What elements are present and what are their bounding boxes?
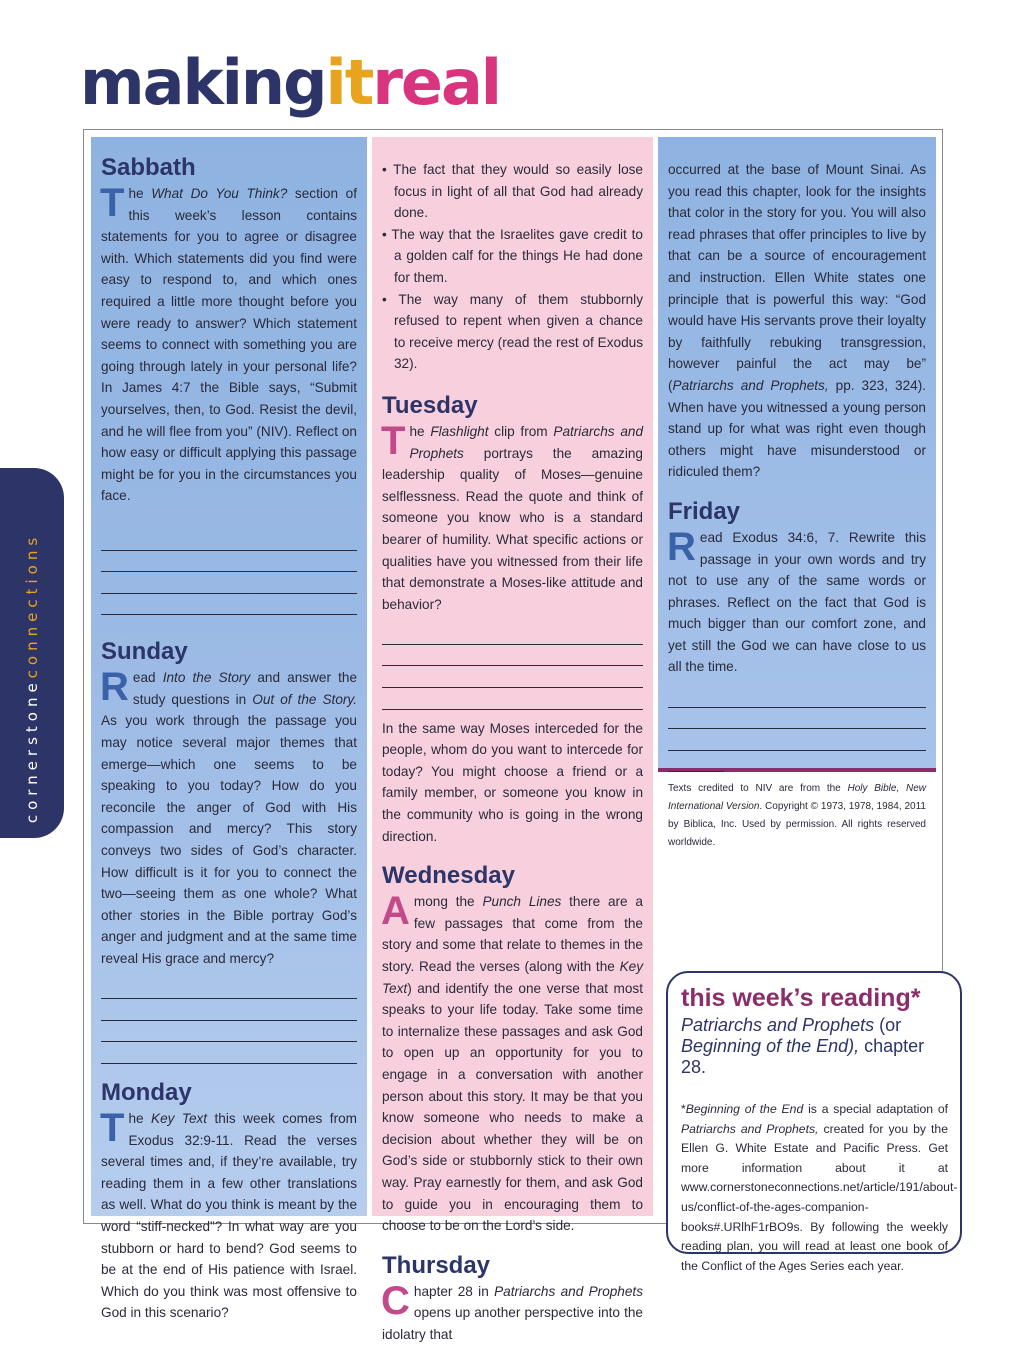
side-brand-part2: connections [23,532,41,679]
reading-subtitle [681,1015,948,1078]
friday-answer-line-short[interactable] [668,751,724,773]
friday-answer-line[interactable] [668,708,926,730]
sunday-heading: Sunday [101,638,188,666]
sabbath-answer-line[interactable] [101,551,357,573]
credit-text-c: . Copyright © 1973, 1978, 1984, 2011 by Biblica, Inc. Used by permission. All rights reserved worldwide. [668,801,926,849]
masthead-making: making [80,46,326,119]
column-left [91,137,367,1321]
tuesday-text-a: he [409,423,431,439]
reading-note-c: is a special adaptation of [803,1102,948,1116]
tuesday-paragraph [381,418,644,615]
side-brand-part1: cornerstone [23,678,41,824]
reading-note-e: created for you by the Ellen G. White Estate and Pacific Press. Get more information about it at www.cornerstoneconnections.net/article/191/about-us/conflict-of-the-ages-companion-books#.URlhF1rBO9s. By following the weekly reading plan, you will read at least one book of the Conflict of the Ages Series each year. [681,1121,958,1273]
sunday-drop-cap: R [100,665,129,710]
copyright-credit [668,780,926,852]
sabbath-drop-cap: T [100,181,125,225]
sabbath-paragraph [101,183,357,507]
wednesday-text-d: Key Text [382,959,643,996]
tuesday-drop-cap: T [381,418,406,463]
reading-note-b: Beginning of the End [685,1102,804,1116]
reading-note [681,1100,958,1276]
wednesday-drop-cap: A [381,889,410,934]
tuesday-text-c: clip from [488,423,554,439]
friday-answer-line[interactable] [668,729,926,751]
thursday-drop-cap: C [381,1278,410,1323]
page-number: 36 [18,1248,46,1272]
masthead-real: real [372,46,501,119]
sabbath-answer-line[interactable] [101,572,357,594]
thursday-text-c: opens up another perspective into the idolatry that [382,1305,643,1342]
side-tab [0,468,64,1272]
wednesday-heading: Wednesday [382,862,515,890]
credit-text-a: Texts credited to NIV are from the [668,783,848,795]
monday-heading: Monday [101,1078,192,1106]
masthead-it: it [325,46,373,119]
sunday-answer-line[interactable] [101,1042,357,1064]
friday-answer-line[interactable] [668,686,926,708]
reading-sub-b: (or [874,1015,902,1035]
side-brand [18,468,46,838]
tuesday-answer-line[interactable] [382,645,643,667]
sunday-text-e: As you work through the passage you may notice several major themes that emerge—which one seems to be speaking to you today? How do you reconcile the anger of God with His compassion and mercy? This story conveys two sides of God’s character. How difficult is it for you to connect the two—seeing them as one whole? What other stories in the Bible portray God’s anger and judgment and at the same time reveal His grace and mercy? [101,713,357,966]
sabbath-text-a: he [128,186,152,201]
sabbath-text-c: section of this week’s lesson contains statements for you to agree or disagree with. Which statements did you find were easy to respond to, and which ones required a little more thought before you were ready to answer? Which statement seems to connect with something you are going through lately in your personal life? In James 4:7 the Bible says, “Submit yourselves, then, to God. Resist the devil, and he will flee from you” (NIV). Reflect on how easy or difficult applying this passage might be for you in the circumstances you face. [101,186,357,504]
wednesday-text-a: mong the [413,894,483,910]
monday-text-b: Key Text [151,1110,208,1126]
monday-paragraph [100,1105,357,1324]
thursday-text-e: Patriarchs and Prophets, [672,377,829,393]
wednesday-text-e: ) and identify the one verse that most speaks to your life today. Take some time to internalize these passages and ask God to open up an opportunity for you to engage in a conversation with another person about this story. It may be that you know someone who needs to make a decision about whether they will be on God’s side or stubbornly stick to their own way. Pray earnestly for them, and ask God to guide you in encouraging them to choose to be on the Lord’s side. [382,980,643,1234]
sabbath-text-b: What Do You Think? [151,186,288,201]
sabbath-answer-line[interactable] [101,594,357,616]
thursday-text-d: occurred at the base of Mount Sinai. As you read this chapter, look for the insights that color in the story for you. You will also read phrases that offer principles to live by that can be a source of encouragement and instruction. Ellen White states one principle that is powerful this way: “God would have His servants prove their loyalty by faithfully rebuking transgression, however painful the act may be” ( [668,162,926,393]
reading-note-d: Patriarchs and Prophets, [681,1121,819,1136]
sunday-text-c: and answer the study questions in [132,670,358,707]
sunday-paragraph [101,667,357,969]
friday-text: ead Exodus 34:6, 7. Rewrite this passage in your own words and try not to use any of the same words or phrases. Reflect on the fact that God is much bigger than our comfort zone, and yet still the God we can have close to us all the time. [668,529,926,675]
reading-sub-a: Patriarchs and Prophets [681,1015,875,1035]
thursday-paragraph [381,1278,644,1346]
sunday-text-b: Into the Story [162,670,251,686]
column-middle [372,137,653,1342]
monday-text-c: this week comes from Exodus 32:9-11. Read the verses several times and, if they’re available, try reading them in a few other translations as well. What do you think is meant by the word “stiff-necked”? In what way are you stubborn or hard to bend? God seems to be at the end of His patience with Israel. Which do you think was most offensive to God in this scenario? [101,1110,357,1321]
reading-title: this week’s reading* [681,984,921,1012]
reading-note-a: * [681,1102,686,1116]
sunday-text-a: ead [132,670,163,686]
tuesday-text-b: Flashlight [430,423,489,439]
tuesday-answer-line[interactable] [382,623,643,645]
wednesday-paragraph [382,891,643,1237]
wednesday-text-b: Punch Lines [482,894,562,910]
wednesday-text-c: there are a few passages that come from the story and some that relate to themes in the story. Read the verses (along with the [382,894,643,974]
weekly-reading-box [666,971,962,1273]
column-right [658,137,936,849]
friday-paragraph [667,524,926,678]
thursday-paragraph-2 [668,159,926,483]
monday-bullet: • The way many of them stubbornly refused to repent when given a chance to receive mercy (read the rest of Exodus 32). [382,291,643,372]
monday-bullet: • The fact that they would so easily lose focus in light of all that God had already done. [382,162,643,221]
reading-sub-c: Beginning of the End), [681,1036,860,1056]
sabbath-answer-line[interactable] [101,529,357,551]
reading-sub-d: chapter 28. [681,1036,925,1077]
monday-drop-cap: T [100,1105,125,1150]
thursday-text-f: pp. 323, 324). When have you witnessed a young person stand up for what was right even though others might have misunderstood or ridiculed them? [668,377,926,480]
sunday-text-d: Out of the Story. [252,691,357,707]
tuesday-text-d: Patriarchs and Prophets [409,423,644,461]
friday-drop-cap: R [667,524,696,569]
tuesday-answer-line[interactable] [382,688,643,710]
friday-heading: Friday [668,497,741,525]
monday-bullet: • The way that the Israelites gave credit to a golden calf for the things He had done for them. [382,226,643,285]
tuesday-paragraph-2: In the same way Moses interceded for the people, whom do you want to intercede for today? You might choose a friend or a family member, or someone you know in the community who is going in the wrong direction. [382,720,643,844]
tuesday-answer-line[interactable] [382,666,643,688]
sunday-answer-line[interactable] [101,1021,357,1043]
credit-text-b: Holy Bible, New International Version [668,783,926,813]
masthead [80,46,501,119]
thursday-heading: Thursday [382,1251,491,1279]
monday-text-a: he [128,1110,152,1126]
thursday-text-a: hapter 28 in [413,1283,495,1299]
sunday-answer-line[interactable] [101,978,357,1000]
tuesday-text-e: portrays the amazing leadership quality of Moses—genuine selflessness. Read the quote and think of someone you know who is a standard bearer of humility. What specific actions or qualities have you witnessed from their life that demonstrate a Moses-like attitude and behavior? [382,445,643,612]
thursday-text-b: Patriarchs and Prophets [494,1283,644,1299]
sunday-answer-line[interactable] [101,999,357,1021]
tuesday-heading: Tuesday [382,391,478,419]
sabbath-heading: Sabbath [101,154,196,181]
